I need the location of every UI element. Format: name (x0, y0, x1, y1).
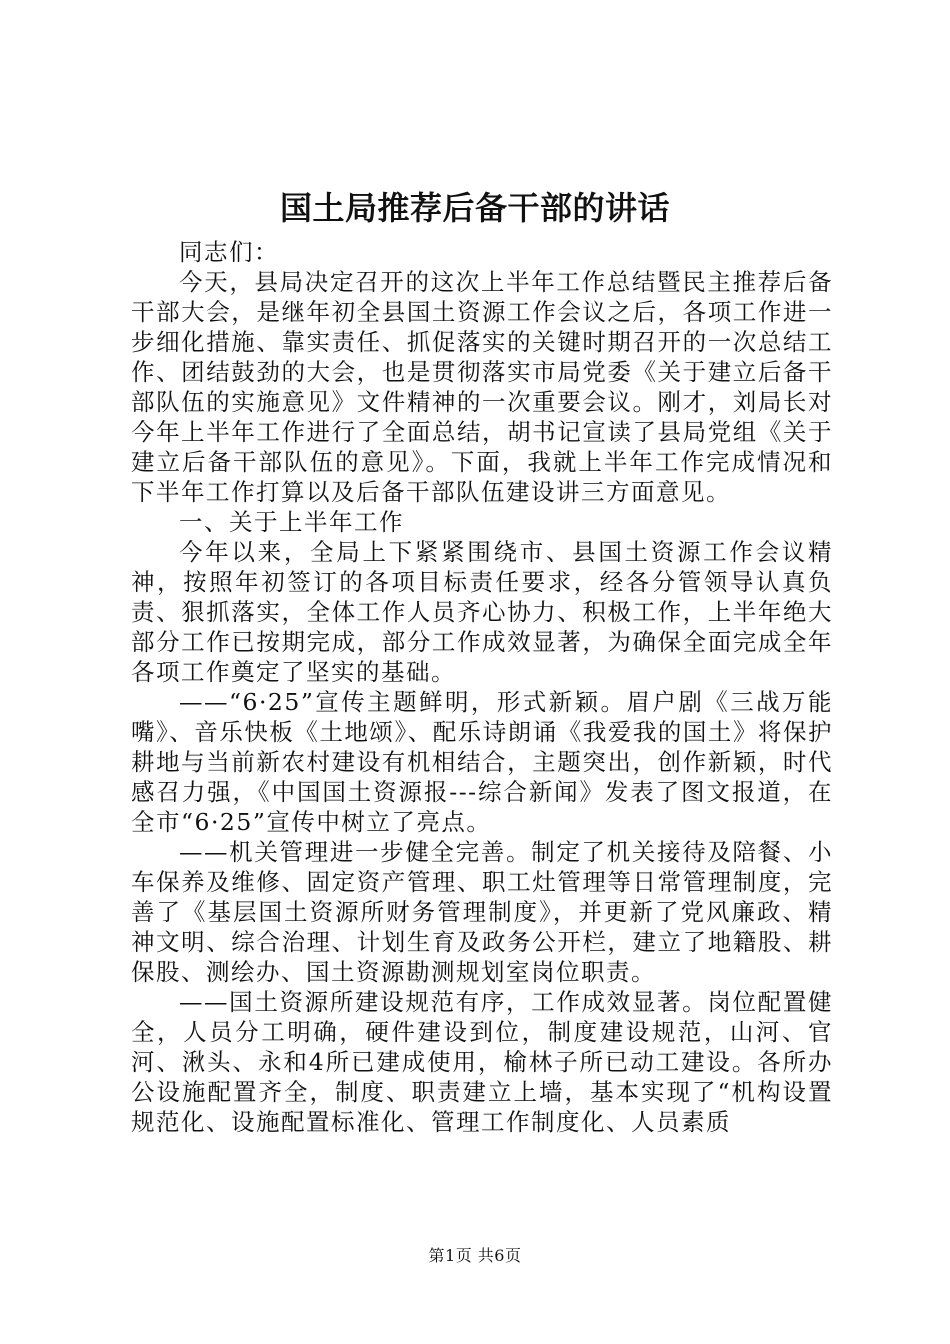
page-number: 第1页 共6页 (428, 1246, 522, 1265)
document-body (131, 237, 833, 1137)
paragraph-intro: 今天，县局决定召开的这次上半年工作总结暨民主推荐后备干部大会，是继年初全县国土资源工作会议之后，各项工作进一步细化措施、靠实责任、抓促落实的关键时期召开的一次总结工作、团结鼓劲的大会，也是贯彻落实市局党委《关于建立后备干部队伍的实施意见》文件精神的一次重要会议。刚才，刘局长对今年上半年工作进行了全面总结，胡书记宣读了县局党组《关于建立后备干部队伍的意见》。下面，我就上半年工作完成情况和下半年工作打算以及后备干部队伍建设讲三方面意见。 (131, 268, 833, 506)
paragraph-management: ——机关管理进一步健全完善。制定了机关接待及陪餐、小车保养及维修、固定资产管理、职工灶管理等日常管理制度，完善了《基层国土资源所财务管理制度》，并更新了党风廉政、精神文明、综合治理、计划生育及政务公开栏，建立了地籍股、耕保股、测绘办、国土资源勘测规划室岗位职责。 (131, 838, 833, 986)
paragraph-stations: ——国土资源所建设规范有序，工作成效显著。岗位配置健全，人员分工明确，硬件建设到位，制度建设规范，山河、官河、湫头、永和4所已建成使用，榆林子所已动工建设。各所办公设施配置齐全，制度、职责建立上墙，基本实现了“机构设置规范化、设施配置标准化、管理工作制度化、人员素质 (131, 988, 833, 1136)
salutation: 同志们： (179, 238, 279, 266)
paragraph-summary: 今年以来，全局上下紧紧围绕市、县国土资源工作会议精神，按照年初签订的各项目标责任要求，经各分管领导认真负责、狠抓落实，全体工作人员齐心协力、积极工作，上半年绝大部分工作已按期完成，部分工作成效显著，为确保全面完成全年各项工作奠定了坚实的基础。 (131, 538, 833, 686)
section-heading: 一、关于上半年工作 (179, 508, 404, 536)
paragraph-publicity: ——“6·25”宣传主题鲜明，形式新颖。眉户剧《三战万能嘴》、音乐快板《土地颂》、配乐诗朗诵《我爱我的国土》将保护耕地与当前新农村建设有机相结合，主题突出，创作新颖，时代感召力强，《中国国土资源报---综合新闻》发表了图文报道，在全市“6·25”宣传中树立了亮点。 (131, 688, 833, 836)
document-title: 国土局推荐后备干部的讲话 (279, 189, 670, 227)
